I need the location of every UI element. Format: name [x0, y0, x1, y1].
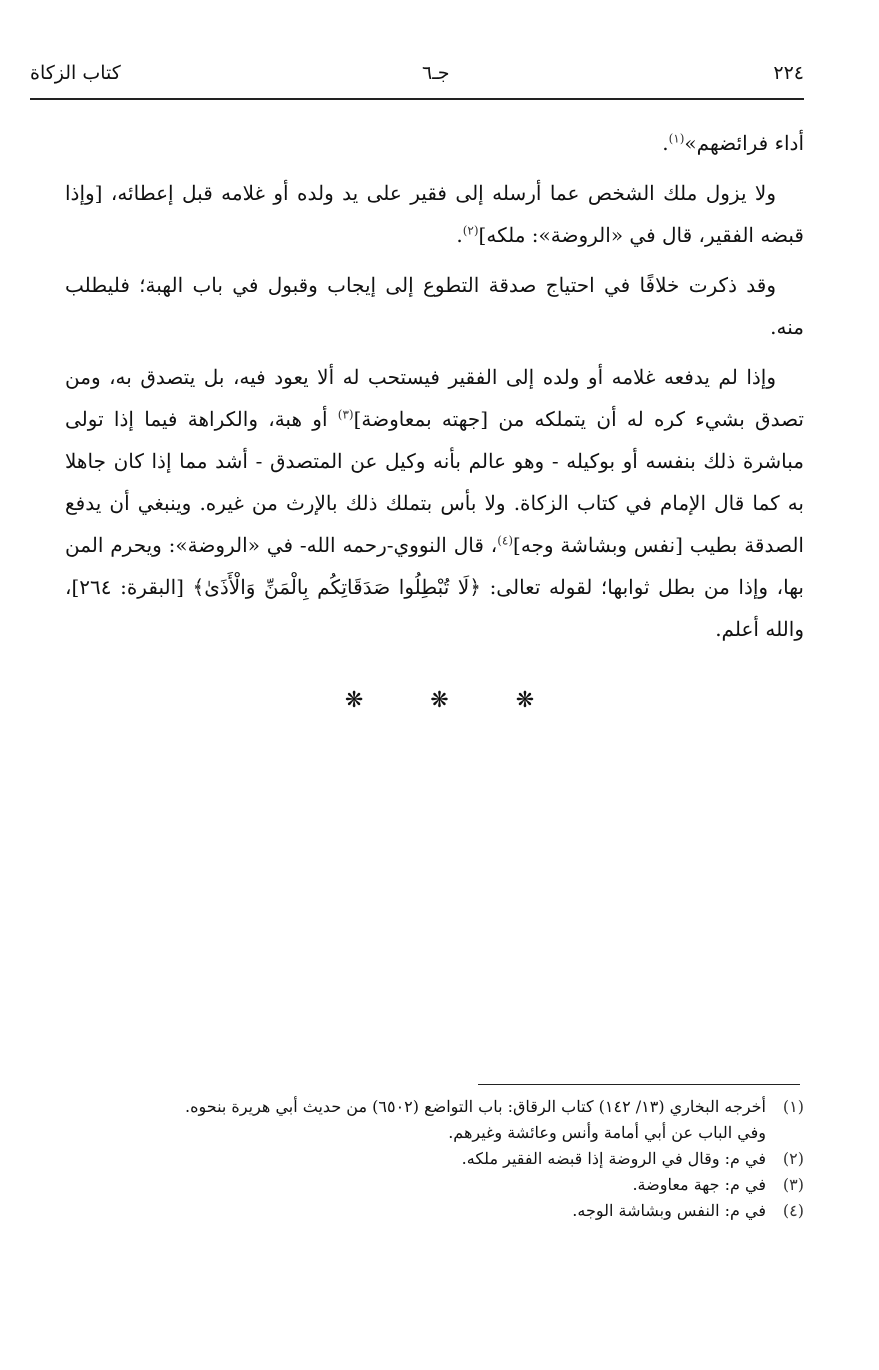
footnote-number: (٣)	[782, 1175, 804, 1194]
footnote-text: أخرجه البخاري (١٣/ ١٤٢) كتاب الرقاق: باب التواضع (٦٥٠٢) من حديث أبي هريرة بنحوه.	[185, 1097, 766, 1116]
footnote-number: (٤)	[782, 1201, 804, 1220]
page-number: ٢٢٤	[773, 62, 804, 84]
footnote-ref-2[interactable]: (٢)	[462, 223, 479, 238]
footnote-3	[62, 1172, 804, 1198]
paragraph-2: ولا يزول ملك الشخص عما أرسله إلى فقير على يد ولده أو غلامه قبل إعطائه، [وإذا قبضه الفقير، قال في «الروضة»: ملكه]$^{(٢)}$.	[65, 181, 804, 247]
footnote-number: (٢)	[782, 1149, 804, 1168]
footnote-divider	[478, 1084, 800, 1085]
paragraph-4: وإذا لم يدفعه غلامه أو ولده إلى الفقير فيستحب له ألا يعود فيه، بل يتصدق به، ومن تصدق بشيء كره له أن يتملكه من [جهته بمعاوضة]$^{(٣)}$ أو هبة، والكراهة فيما إذا تولى مباشرة ذلك بنفسه أو بوكيله - وهو عالم بأنه وكيل عن المتصدق - أشد مما إذا كان جاهلا به كما قال الإمام في كتاب الزكاة. ولا بأس بتملك ذلك بالإرث من غيره. وينبغي أن يدفع الصدقة بطيب [نفس وبشاشة وجه]$^{(٤)}$، قال النووي-رحمه الله- في «الروضة»: ويحرم المن بها، وإذا من بطل ثوابها؛ لقوله تعالى: ﴿لَا تُبْطِلُوا صَدَقَاتِكُم بِالْمَنِّ وَالْأَذَىٰ﴾ [البقرة: ٢٦٤]، والله أعلم.	[65, 365, 805, 641]
header-divider	[30, 98, 804, 100]
footnote-1	[62, 1094, 804, 1120]
footnote-text: في م: وقال في الروضة إذا قبضه الفقير ملكه.	[461, 1149, 766, 1168]
volume-label: جـ٦	[422, 62, 450, 84]
paragraph-3: وقد ذكرت خلافًا في احتياج صدقة التطوع إلى إيجاب وقبول في باب الهبة؛ فليطلب منه.	[65, 273, 804, 339]
footnote-text: في م: جهة معاوضة.	[632, 1175, 766, 1194]
footnote-text: في م: النفس وبشاشة الوجه.	[572, 1201, 766, 1220]
paragraph-1: أداء فرائضهم»$^{(١)}$.	[662, 131, 804, 155]
footnote-2	[62, 1146, 804, 1172]
main-text	[65, 122, 804, 658]
footnote-1-continuation: وفي الباب عن أبي أمامة وأنس وعائشة وغيرهم.	[448, 1123, 766, 1142]
footnote-ref-4[interactable]: (٤)	[497, 533, 514, 548]
running-header	[30, 60, 804, 94]
book-title: كتاب الزكاة	[30, 62, 121, 84]
footnotes	[62, 1094, 804, 1224]
section-separator: ❋ ❋ ❋	[344, 688, 565, 713]
footnote-ref-1[interactable]: (١)	[668, 131, 685, 146]
footnote-4	[62, 1198, 804, 1224]
footnote-ref-3[interactable]: (٣)	[337, 407, 354, 422]
footnote-number: (١)	[782, 1097, 804, 1116]
